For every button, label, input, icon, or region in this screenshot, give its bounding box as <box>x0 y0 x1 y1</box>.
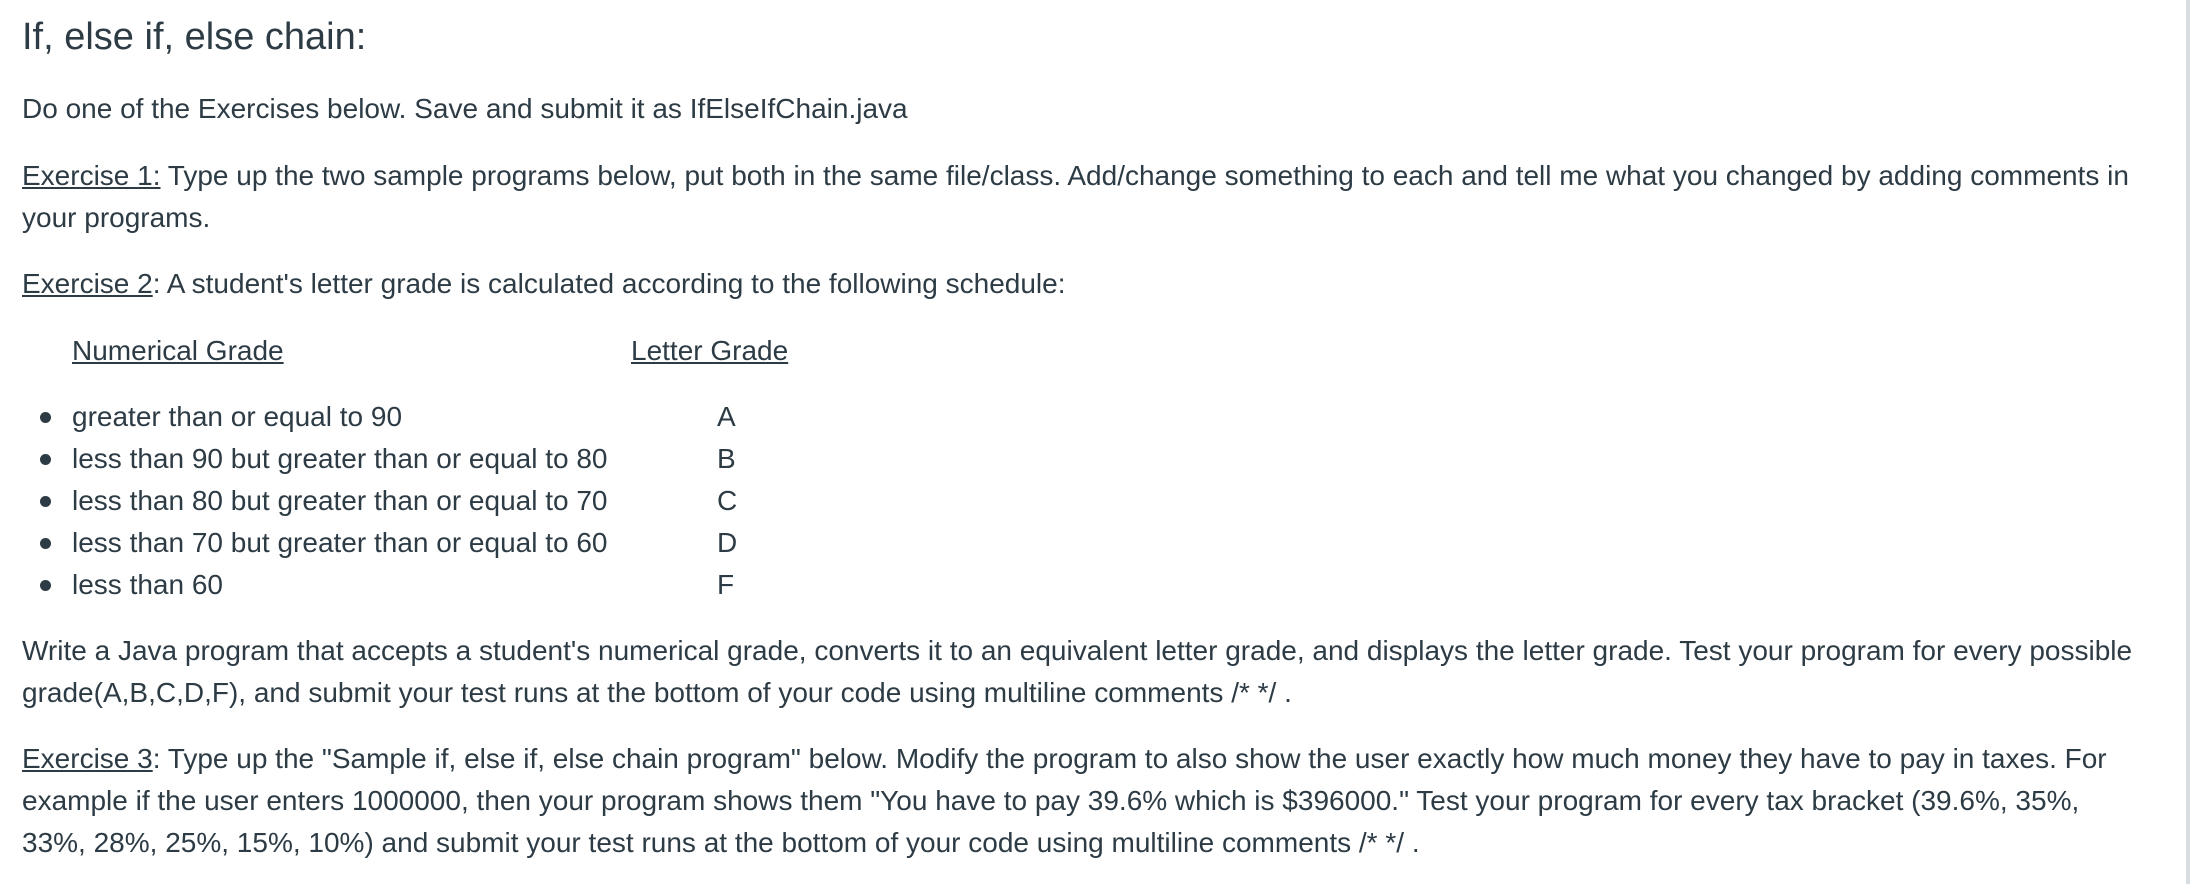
exercise-2-text: : A student's letter grade is calculated according to the following schedule: <box>152 268 1066 299</box>
exercise-1-paragraph <box>22 155 2142 239</box>
grade-list <box>22 396 922 606</box>
grade-range: less than 60 <box>72 569 223 600</box>
grade-range: less than 70 but greater than or equal to 60 <box>72 527 608 558</box>
numerical-grade-header: Numerical Grade <box>72 335 284 366</box>
exercise-1-text: Type up the two sample programs below, put both in the same file/class. Add/change something to each and tell me what you changed by adding comments in your programs. <box>22 160 2129 233</box>
exercise-2-label: Exercise 2 <box>22 268 153 299</box>
bullet-icon <box>40 580 51 591</box>
grade-range: less than 80 but greater than or equal to 70 <box>72 485 608 516</box>
list-item <box>22 396 922 438</box>
scrollbar[interactable] <box>2186 0 2190 884</box>
bullet-icon <box>40 454 51 465</box>
list-item <box>22 438 922 480</box>
letter-grade-header: Letter Grade <box>631 335 789 366</box>
exercise-3-label: Exercise 3 <box>22 743 153 774</box>
page-title: If, else if, else chain: <box>22 16 367 58</box>
bullet-icon <box>40 412 51 423</box>
exercise-3-paragraph <box>22 738 2142 864</box>
grade-letter: B <box>717 443 736 474</box>
grade-letter: C <box>717 485 738 516</box>
list-item <box>22 564 922 606</box>
bullet-icon <box>40 538 51 549</box>
exercise-3-text: : Type up the "Sample if, else if, else chain program" below. Modify the program to also show the user exactly how much money they have to pay in taxes. For example if the user enters 1000000, then your program shows them "You have to pay 39.6% which is $396000." Test your program for every tax bracket (39.6%, 35%, 33%, 28%, 25%, 15%, 10%) and submit your test runs at the bottom of your code using multiline comments /* */ . <box>22 743 2107 858</box>
grade-letter: A <box>717 401 736 432</box>
grade-range: less than 90 but greater than or equal to 80 <box>72 443 608 474</box>
list-item <box>22 522 922 564</box>
exercise-1-label: Exercise 1: <box>22 160 161 191</box>
bullet-icon <box>40 496 51 507</box>
grade-range: greater than or equal to 90 <box>72 401 403 432</box>
grade-letter: D <box>717 527 738 558</box>
list-item <box>22 480 922 522</box>
intro-paragraph: Do one of the Exercises below. Save and submit it as IfElseIfChain.java <box>22 93 908 124</box>
grade-letter: F <box>717 569 735 600</box>
exercise-2-instructions: Write a Java program that accepts a student's numerical grade, converts it to an equivalent letter grade, and displays the letter grade. Test your program for every possible grade(A,B,C,D,F), and submit your test runs at the bottom of your code using multiline comments /* */ . <box>22 635 2133 708</box>
exercise-2-paragraph <box>22 263 2142 305</box>
